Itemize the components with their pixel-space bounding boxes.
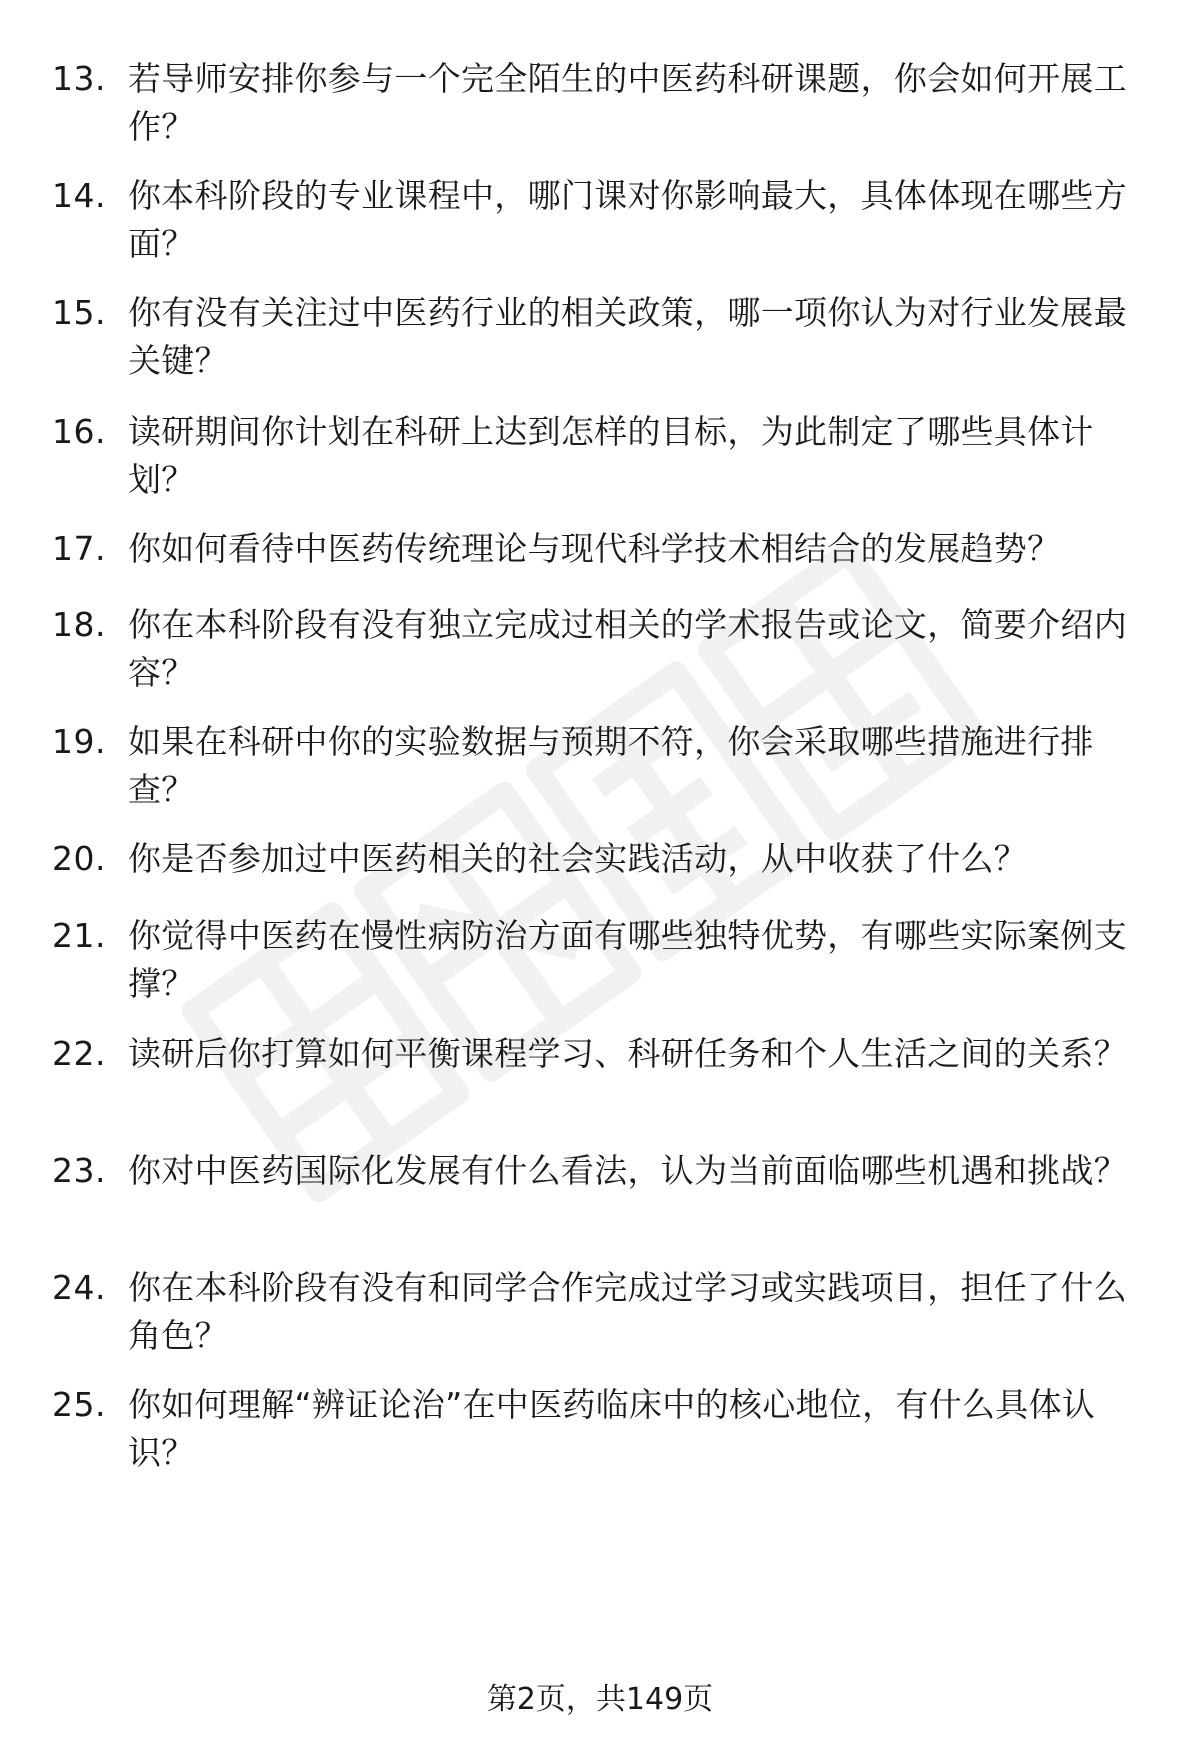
page-footer: 第2页，共149页	[486, 1682, 714, 1717]
question-number: 16.	[52, 412, 106, 451]
question-text: 你本科阶段的专业课程中，哪门课对你影响最大，具体体现在哪些方面？	[128, 176, 1127, 263]
question-number: 23.	[52, 1151, 106, 1190]
question-number: 14.	[52, 176, 106, 215]
question-text: 若导师安排你参与一个完全陌生的中医药科研课题，你会如何开展工作？	[128, 59, 1127, 146]
question-text: 读研期间你计划在科研上达到怎样的目标，为此制定了哪些具体计划？	[128, 412, 1094, 499]
question-number: 13.	[52, 59, 106, 98]
question-text: 读研后你打算如何平衡课程学习、科研任务和个人生活之间的关系？	[128, 1034, 1127, 1073]
question-text: 你觉得中医药在慢性病防治方面有哪些独特优势，有哪些实际案例支撑？	[128, 916, 1127, 1003]
question-text: 如果在科研中你的实验数据与预期不符，你会采取哪些措施进行排查？	[128, 722, 1094, 809]
question-number: 24.	[52, 1268, 106, 1307]
question-text: 你是否参加过中医药相关的社会实践活动，从中收获了什么？	[128, 839, 1028, 878]
question-number: 17.	[52, 529, 106, 568]
question-text: 你对中医药国际化发展有什么看法，认为当前面临哪些机遇和挑战？	[128, 1151, 1127, 1190]
question-number: 25.	[52, 1385, 106, 1424]
question-text: 你在本科阶段有没有和同学合作完成过学习或实践项目，担任了什么角色？	[128, 1268, 1127, 1355]
question-number: 15.	[52, 293, 106, 332]
question-number: 19.	[52, 722, 106, 761]
question-text: 你如何看待中医药传统理论与现代科学技术相结合的发展趋势？	[128, 529, 1061, 568]
question-number: 20.	[52, 839, 106, 878]
question-text: 你在本科阶段有没有独立完成过相关的学术报告或论文，简要介绍内容？	[128, 605, 1127, 692]
question-number: 18.	[52, 605, 106, 644]
question-number: 21.	[52, 916, 106, 955]
question-text: 你有没有关注过中医药行业的相关政策，哪一项你认为对行业发展最关键？	[128, 293, 1127, 380]
question-text: 你如何理解“辨证论治”在中医药临床中的核心地位，有什么具体认识？	[128, 1385, 1096, 1472]
question-number: 22.	[52, 1034, 106, 1073]
